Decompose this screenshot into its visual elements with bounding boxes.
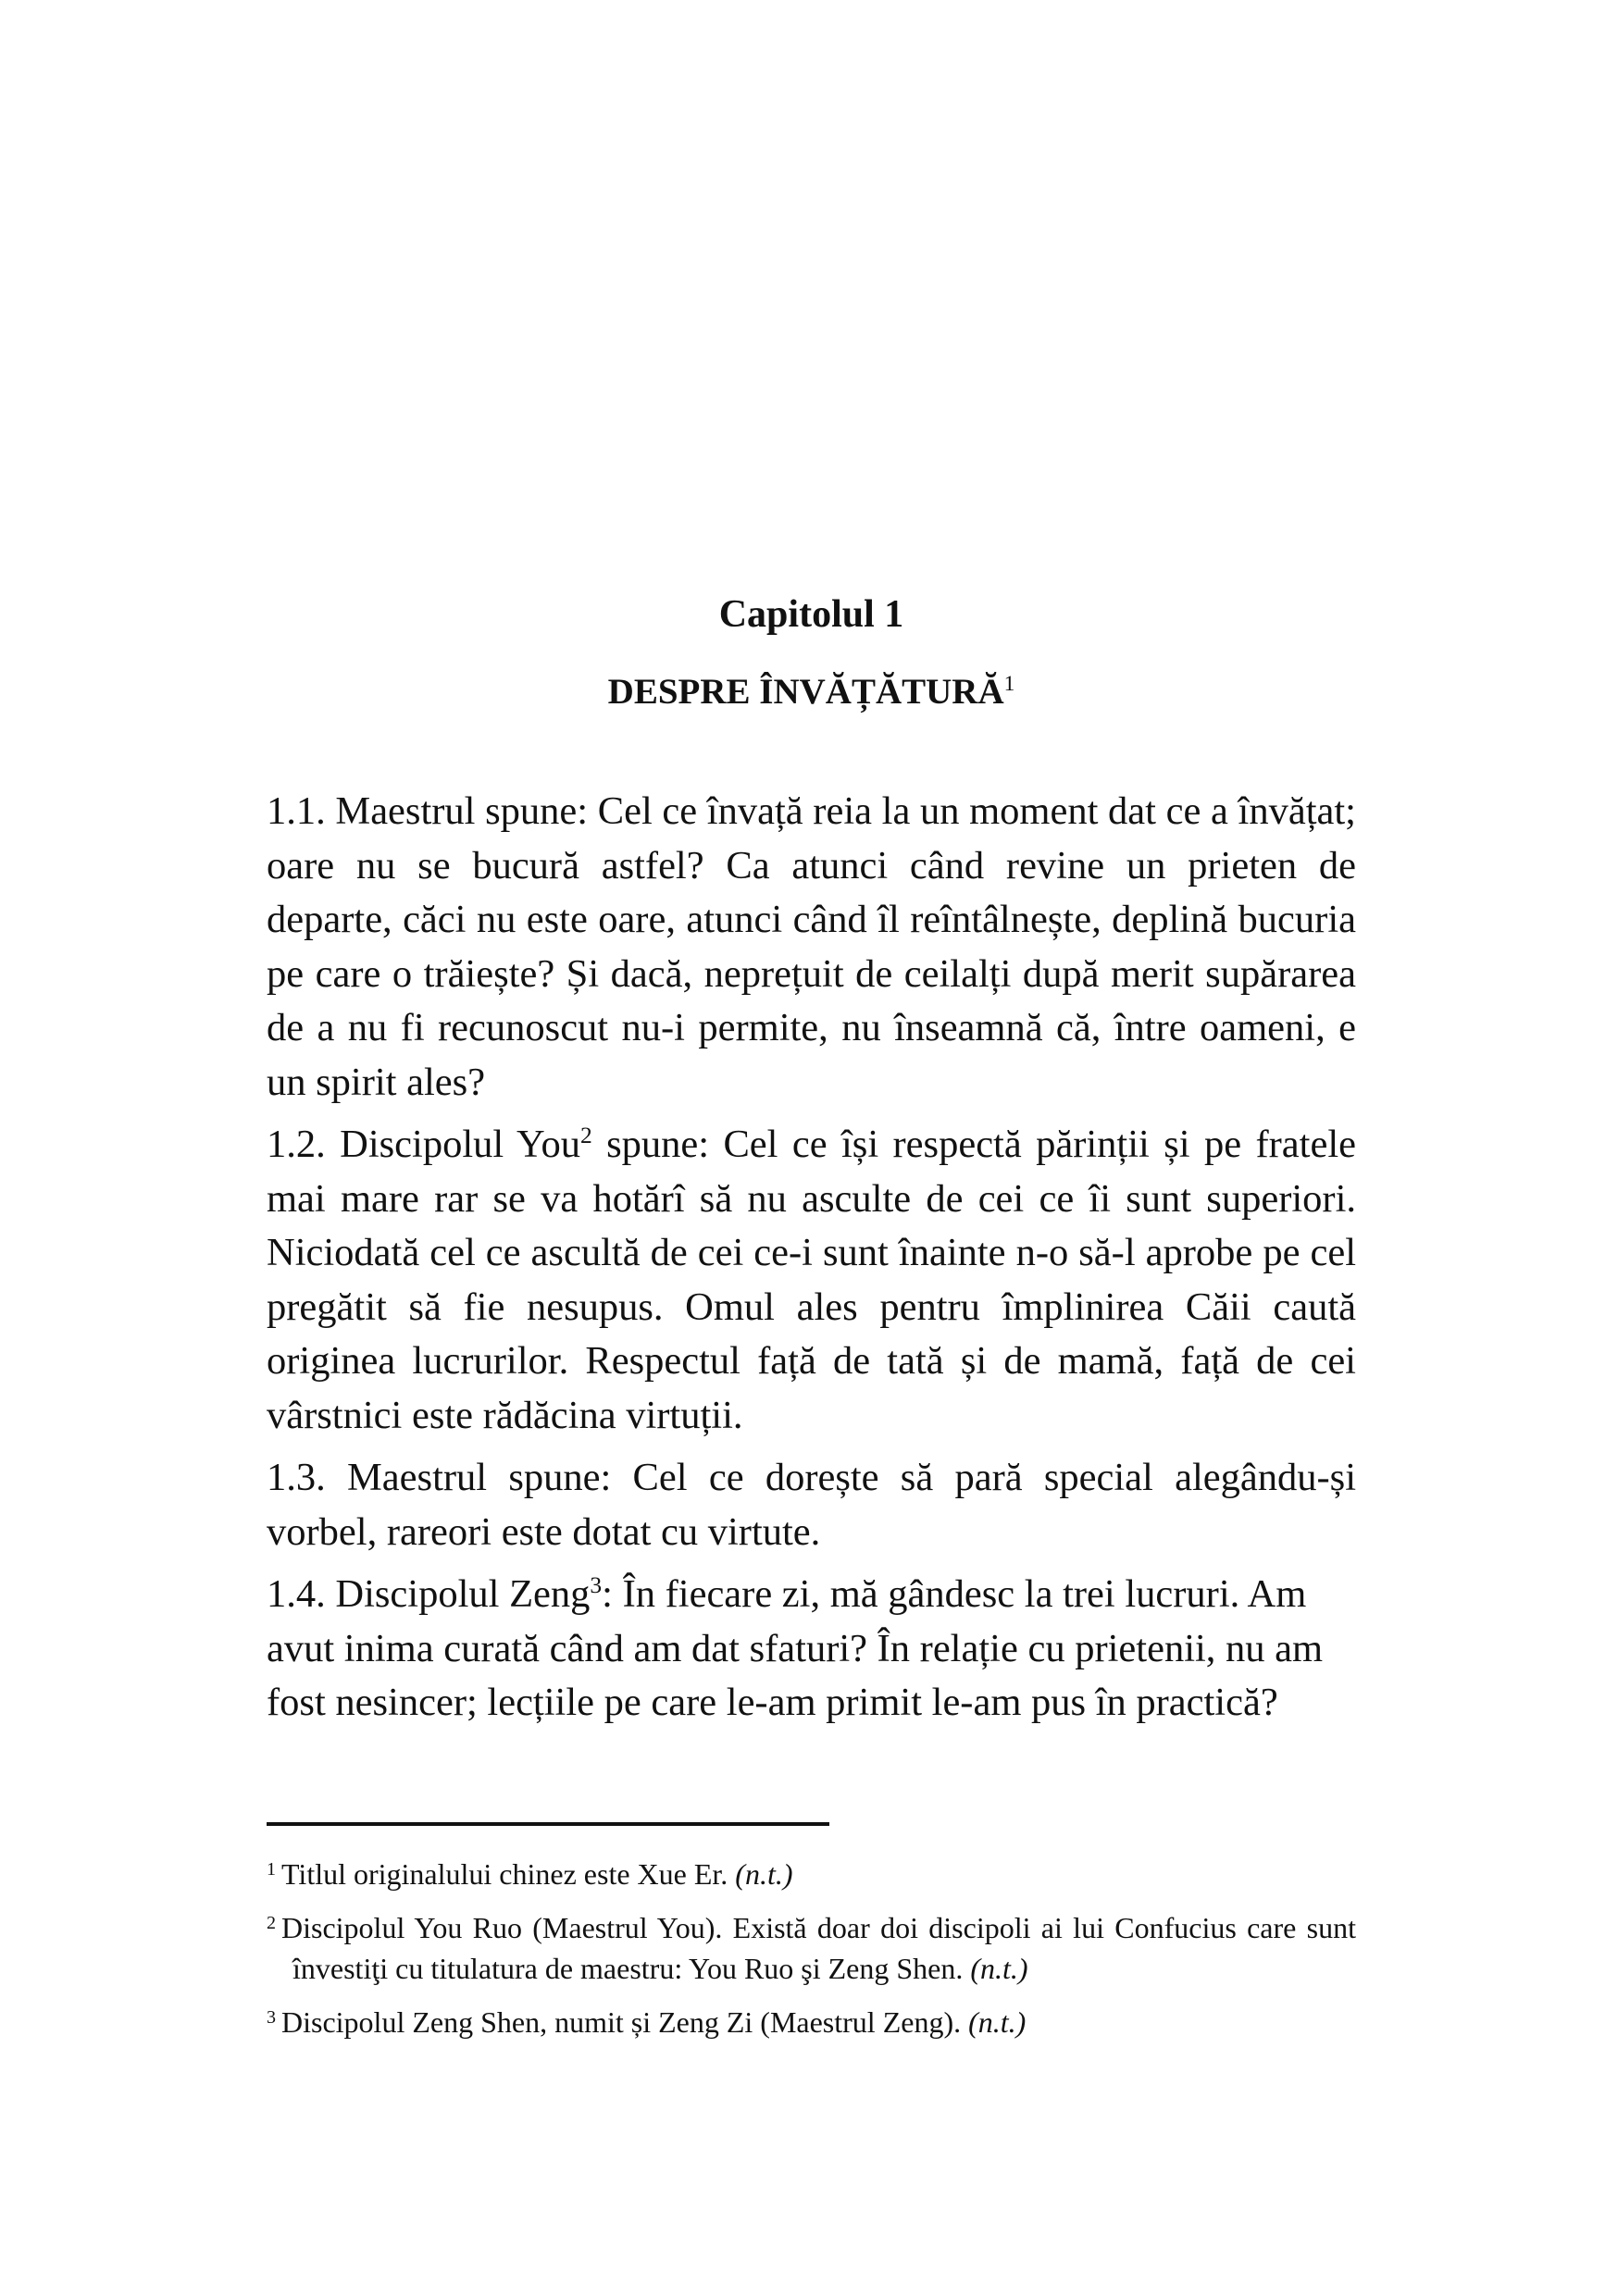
chapter-title xyxy=(267,666,1356,718)
paragraph-text: : În fiecare zi, mă gândesc la trei lucruri. Am avut inima curată când am dat sfaturi? În relație cu prietenii, nu am fost nesincer; lecțiile pe care le-am primit le-am pus în practică? xyxy=(267,1572,1324,1724)
translator-note: (n.t.) xyxy=(970,1952,1028,1985)
footnote-text: Discipolul You Ruo (Maestrul You). Există doar doi discipoli ai lui Confucius care sunt învestiţi cu titulatura de maestru: You Ruo şi Zeng Shen. xyxy=(281,1911,1356,1985)
footnote-mark: 3 xyxy=(267,2007,276,2028)
paragraph-text: 1.3. Maestrul spune: Cel ce dorește să pară special alegându-și vorbel, rareori este dotat cu virtute. xyxy=(267,1456,1356,1554)
footnote-text: Titlul originalului chinez este Xue Er. xyxy=(281,1857,736,1891)
paragraph-text: 1.1. Maestrul spune: Cel ce învață reia la un moment dat ce a învățat; oare nu se bucură astfel? Ca atunci când revine un prieten de departe, căci nu este oare, atunci când îl reîntâlnește, deplină bucuria pe care o trăiește? Și dacă, neprețuit de ceilalți după merit supărarea de a nu fi recunoscut nu-i permite, nu înseamnă că, între oameni, e un spirit ales? xyxy=(267,789,1356,1104)
chapter-body xyxy=(267,785,1356,1739)
footnote-text: Discipolul Zeng Shen, numit și Zeng Zi (Maestrul Zeng). xyxy=(281,2005,969,2039)
footnote-ref[interactable]: 1 xyxy=(1003,672,1015,696)
paragraph-text: 1.4. Discipolul Zeng xyxy=(267,1572,591,1616)
paragraph-1-1 xyxy=(267,785,1356,1110)
paragraph-1-4 xyxy=(267,1568,1356,1731)
footnote-2 xyxy=(267,1903,1356,1989)
translator-note: (n.t.) xyxy=(735,1857,793,1891)
footnote-3 xyxy=(267,1997,1356,2042)
footnote-1 xyxy=(267,1849,1356,1894)
translator-note: (n.t.) xyxy=(968,2005,1027,2039)
paragraph-1-2 xyxy=(267,1118,1356,1443)
footnote-ref[interactable]: 2 xyxy=(579,1121,592,1148)
footnote-separator xyxy=(267,1822,829,1826)
paragraph-1-3 xyxy=(267,1451,1356,1559)
paragraph-text: spune: Cel ce își respectă părinții și pe fratele mai mare rar se va hotărî să nu asculte de cei ce îi sunt superiori. Niciodată cel ce ascultă de cei ce-i sunt înainte n-o să-l aprobe pe cel pregătit să fie nesupus. Omul ales pentru împlinirea Căii caută originea lucrurilor. Respectul față de tată și de mamă, față de cei vârstnici este rădăcina virtuții. xyxy=(267,1123,1356,1437)
footnote-ref[interactable]: 3 xyxy=(590,1570,603,1598)
footnote-mark: 2 xyxy=(267,1913,276,1933)
chapter-number: Capitolul 1 xyxy=(718,593,904,636)
footnotes xyxy=(267,1849,1356,2051)
paragraph-text: 1.2. Discipolul You xyxy=(267,1123,580,1166)
footnote-mark: 1 xyxy=(267,1859,276,1880)
chapter-title-text: DESPRE ÎNVĂȚĂTURĂ xyxy=(607,672,1004,712)
